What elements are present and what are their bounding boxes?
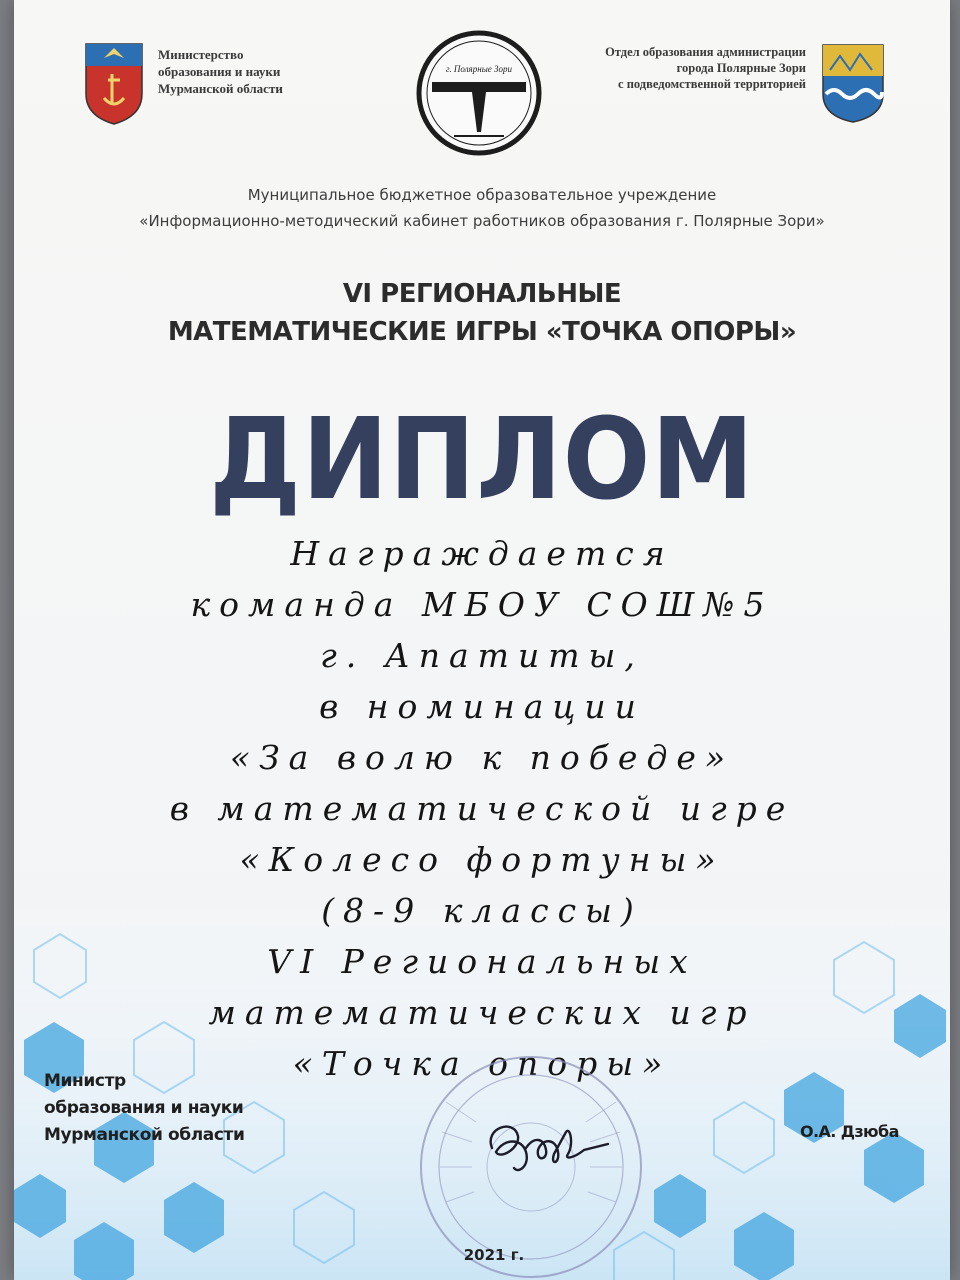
award-line: математических игр xyxy=(208,993,756,1032)
signer-name: О.А. Дзюба xyxy=(800,1122,899,1141)
signer-title-line: Министр xyxy=(44,1071,126,1091)
polyarnye-zori-crest-icon xyxy=(820,42,886,124)
issue-year: 2021 г. xyxy=(463,1246,525,1264)
event-title xyxy=(54,275,910,351)
award-text xyxy=(74,528,890,1089)
ministry-name-left xyxy=(158,46,318,97)
award-line: Награждается xyxy=(290,534,674,573)
org-line: образования и науки xyxy=(158,64,281,79)
award-line: команда МБОУ СОШ№5 xyxy=(190,585,774,624)
org-line: с подведомственной территорией xyxy=(618,77,806,91)
signer-title-line: Мурманской области xyxy=(44,1125,245,1145)
event-title-line: VI РЕГИОНАЛЬНЫЕ xyxy=(342,279,622,309)
award-line: в номинации xyxy=(319,687,645,726)
org-line: Мурманской области xyxy=(158,81,283,96)
award-line: «Колесо фортуны» xyxy=(239,840,725,879)
institution-line: «Информационно-методический кабинет работников образования г. Полярные Зори» xyxy=(139,212,825,230)
institution-line: Муниципальное бюджетное образовательное учреждение xyxy=(247,186,717,204)
signer-title xyxy=(44,1068,284,1149)
award-line: г. Апатиты, xyxy=(320,636,644,675)
award-line: в математической игре xyxy=(169,789,795,828)
diploma-sheet xyxy=(14,0,950,1280)
org-line: Министерство xyxy=(158,47,244,62)
document-title: ДИПЛОМ xyxy=(209,395,755,525)
signer-title-line: образования и науки xyxy=(44,1098,244,1118)
award-line: (8-9 классы) xyxy=(321,891,643,930)
org-line: Отдел образования администрации xyxy=(605,45,806,59)
emblem-caption: г. Полярные Зори xyxy=(445,64,513,74)
award-line: «Точка опоры» xyxy=(292,1044,672,1083)
institution-name xyxy=(54,182,910,234)
org-line: города Полярные Зори xyxy=(676,61,806,75)
handwritten-signature-icon xyxy=(474,1108,614,1184)
event-title-line: МАТЕМАТИЧЕСКИЕ ИГРЫ «ТОЧКА ОПОРЫ» xyxy=(167,317,797,347)
award-line: VI Региональных xyxy=(267,942,697,981)
education-department-name xyxy=(574,44,806,92)
fulcrum-logo-icon xyxy=(414,28,544,158)
murmansk-region-crest-icon xyxy=(82,40,146,126)
award-line: «За волю к победе» xyxy=(229,738,735,777)
